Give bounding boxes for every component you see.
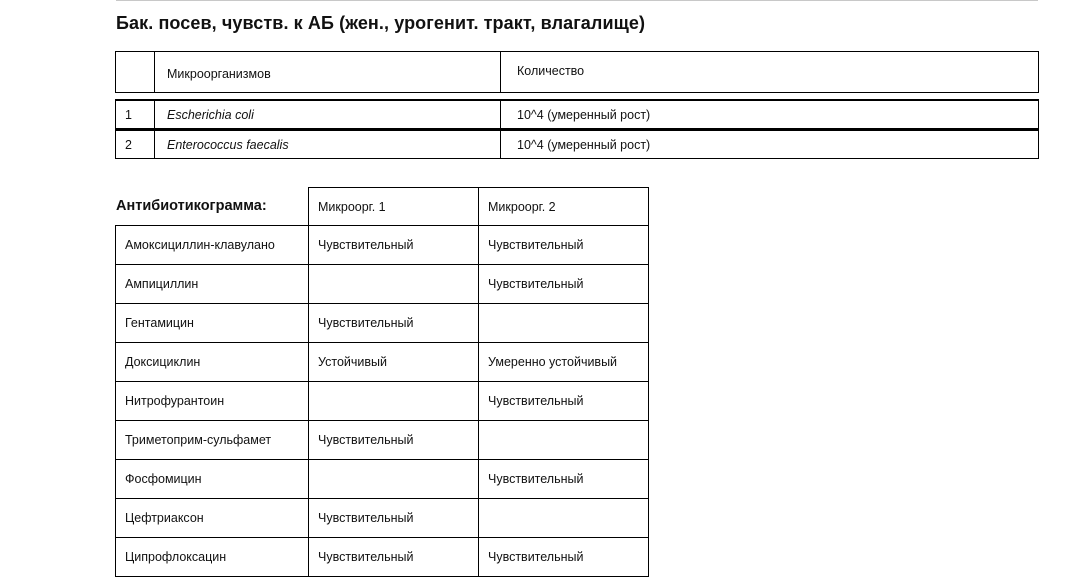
micro2-result — [479, 499, 649, 538]
microorganisms-table-header — [115, 51, 1039, 93]
drug-name: Ципрофлоксацин — [116, 538, 309, 577]
micro1-result: Чувствительный — [309, 499, 479, 538]
micro1-result — [309, 382, 479, 421]
antibiogram-row — [116, 460, 649, 499]
microorganism-number: 2 — [116, 131, 155, 158]
micro2-result: Умеренно устойчивый — [479, 343, 649, 382]
micro1-result — [309, 460, 479, 499]
micro2-result — [479, 304, 649, 343]
micro1-result: Чувствительный — [309, 421, 479, 460]
micro1-result — [309, 265, 479, 304]
drug-name: Амоксициллин-клавулано — [116, 226, 309, 265]
microorganism-number: 1 — [116, 101, 155, 128]
header-number-cell — [116, 52, 155, 92]
microorganism-quantity: 10^4 (умеренный рост) — [517, 137, 651, 152]
micro1-result: Чувствительный — [309, 304, 479, 343]
micro2-result: Чувствительный — [479, 538, 649, 577]
micro1-result: Устойчивый — [309, 343, 479, 382]
antibiogram-table — [115, 187, 649, 577]
micro2-result: Чувствительный — [479, 382, 649, 421]
microorganism-row — [115, 99, 1039, 129]
antibiogram-row — [116, 421, 649, 460]
header-quantity-cell: Количество — [517, 64, 585, 78]
antibiogram-header-blank — [116, 188, 309, 226]
antibiogram-row — [116, 499, 649, 538]
drug-name: Доксициклин — [116, 343, 309, 382]
micro2-result: Чувствительный — [479, 265, 649, 304]
drug-name: Нитрофурантоин — [116, 382, 309, 421]
drug-name: Триметоприм-сульфамет — [116, 421, 309, 460]
header-organism-cell: Микроорганизмов — [155, 52, 501, 92]
antibiogram-label: Антибиотикограмма: — [116, 198, 267, 214]
antibiogram-row — [116, 538, 649, 577]
micro2-result: Чувствительный — [479, 226, 649, 265]
antibiogram-header-micro2: Микроорг. 2 — [479, 188, 649, 226]
micro1-result: Чувствительный — [309, 226, 479, 265]
microorganism-name: Enterococcus faecalis — [155, 131, 501, 158]
top-divider — [116, 0, 1038, 1]
antibiogram-row — [116, 265, 649, 304]
microorganism-quantity: 10^4 (умеренный рост) — [517, 107, 651, 122]
antibiogram-header-row — [116, 188, 649, 226]
micro1-result: Чувствительный — [309, 538, 479, 577]
microorganism-name: Escherichia coli — [155, 101, 501, 128]
antibiogram-row — [116, 343, 649, 382]
drug-name: Цефтриаксон — [116, 499, 309, 538]
drug-name: Гентамицин — [116, 304, 309, 343]
antibiogram-header-micro1: Микроорг. 1 — [309, 188, 479, 226]
antibiogram-row — [116, 226, 649, 265]
micro2-result: Чувствительный — [479, 460, 649, 499]
drug-name: Ампициллин — [116, 265, 309, 304]
micro2-result — [479, 421, 649, 460]
antibiogram-row — [116, 304, 649, 343]
drug-name: Фосфомицин — [116, 460, 309, 499]
antibiogram-row — [116, 382, 649, 421]
microorganism-row — [115, 129, 1039, 159]
report-title: Бак. посев, чувств. к АБ (жен., урогенит. тракт, влагалище) — [116, 13, 646, 33]
